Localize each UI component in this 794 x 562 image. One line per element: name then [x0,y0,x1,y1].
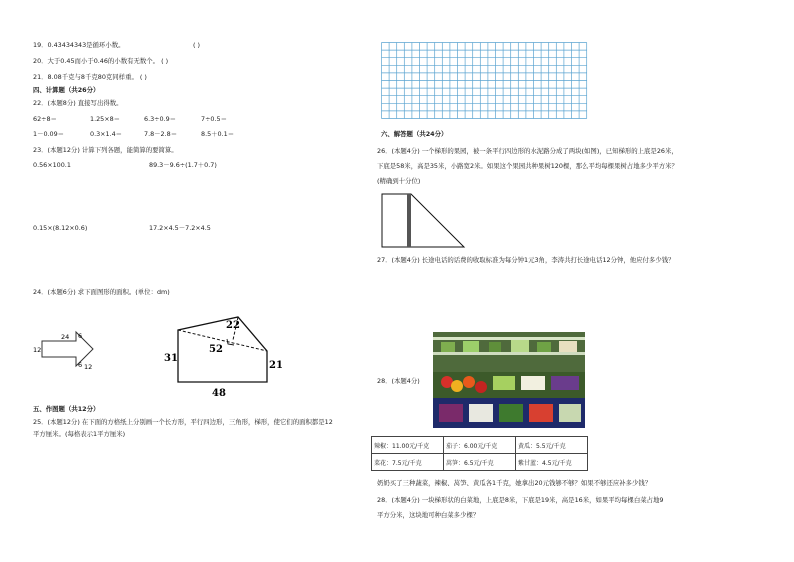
price-cell: 菜花：7.5元/千克 [372,454,444,471]
shape-label-21: 21 [269,360,283,371]
arrow-label-top: 24 [61,333,70,341]
calc-item: 62÷8＝ [33,115,57,123]
arrow-label-head-top: 6 [78,332,83,340]
question-29: 28．(本题4分) 一块梯形状的白菜地，上底是8米，下底是19米，高是16米，如果平均每棵白菜占地9 [377,496,664,504]
question-26-cont: 下底是58米，高是35米，小路宽2米。如果这个果园共种果树120棵，那么平均每棵果树占地多少平方米？ [377,162,678,170]
price-cell: 紫甘蓝：4.5元/千克 [516,454,588,471]
calc-item: 7÷0.5＝ [201,115,227,123]
arrow-figure [30,326,100,372]
calc-item: 1.25×8＝ [90,115,121,123]
calc-item: 1－0.09＝ [33,130,65,138]
calc-item: 7.8－2.8＝ [144,130,178,138]
calc-item: 0.15×(8.12×0.6) [33,224,88,232]
question-29-cont: 平方分米，这块地可种白菜多少棵？ [377,511,480,519]
calc-item: 6.3÷0.9＝ [144,115,177,123]
question-28: 28．(本题4分) [377,377,420,385]
calc-item: 89.3－9.6÷(1.7＋0.7) [149,161,217,169]
calc-item: 0.3×1.4＝ [90,130,123,138]
question-25-cont: 平方厘米。(每格表示1平方厘米) [33,430,126,438]
arrow-label-bottom: 12 [84,363,93,371]
question-21: 21．8.08千克与8千克80克同样重。 ( ) [33,73,147,81]
shape-label-52: 52 [209,344,223,355]
price-cell: 黄瓜：5.5元/千克 [516,437,588,454]
shape-label-48: 48 [212,388,226,399]
price-cell: 莴笋：6.5元/千克 [444,454,516,471]
section-5-heading: 五、作图题（共12分） [33,405,100,413]
section-4-heading: 四、计算题（共26分） [33,86,100,94]
arrow-label-head-bottom: 6 [78,361,83,369]
grid-paper[interactable] [381,42,591,122]
section-6-heading: 六、解答题（共24分） [381,130,448,138]
price-cell: 辣椒：11.00元/千克 [372,437,444,454]
question-27: 27．(本题4分) 长途电话的话费的收取标准为每分钟1元3角，李涛共打长途电话12分钟，他应付多少钱？ [377,256,675,264]
price-table [371,436,588,471]
question-23: 23．(本题12分) 计算下列各题，能简算的要简算。 [33,146,178,154]
arrow-label-left: 12 [33,346,42,354]
answer-paren-19[interactable]: ( ) [193,41,201,49]
question-20: 20．大于0.45而小于0.46的小数有无数个。 ( ) [33,57,169,65]
price-cell: 茄子：6.00元/千克 [444,437,516,454]
question-26: 26．(本题4分) 一个梯形的果园，被一条平行四边形的水泥路分成了两块(如图)，已知梯形的上底是26米， [377,147,678,155]
orchard-trapezoid [380,192,470,250]
pentagon-figure [160,310,285,402]
shape-label-22: 22 [226,320,240,331]
table-row [372,437,588,454]
question-26-note: (精确到十分位) [377,177,421,185]
calc-item: 17.2×4.5－7.2×4.5 [149,224,211,232]
question-25: 25．(本题12分) 在下面的方格纸上分别画一个长方形，平行四边形，三角形，梯形，使它们的面积都是12 [33,418,333,426]
vegetable-stall-photo [433,332,585,428]
calc-item: 0.56×100.1 [33,161,71,169]
question-28-text: 奶奶买了三种蔬菜，辣椒、莴笋、黄瓜各1千克，她拿出20元钱够不够？如果不够还应补多少钱？ [377,479,652,487]
shape-label-31: 31 [164,353,178,364]
calc-item: 8.5＋0.1＝ [201,130,235,138]
question-22: 22．(本题8分) 直接写出得数。 [33,99,123,107]
question-19: 19．0.43434343是循环小数。 [33,41,125,49]
question-24: 24．(本题6分) 求下面图形的面积。(单位：dm) [33,288,170,296]
table-row [372,454,588,471]
